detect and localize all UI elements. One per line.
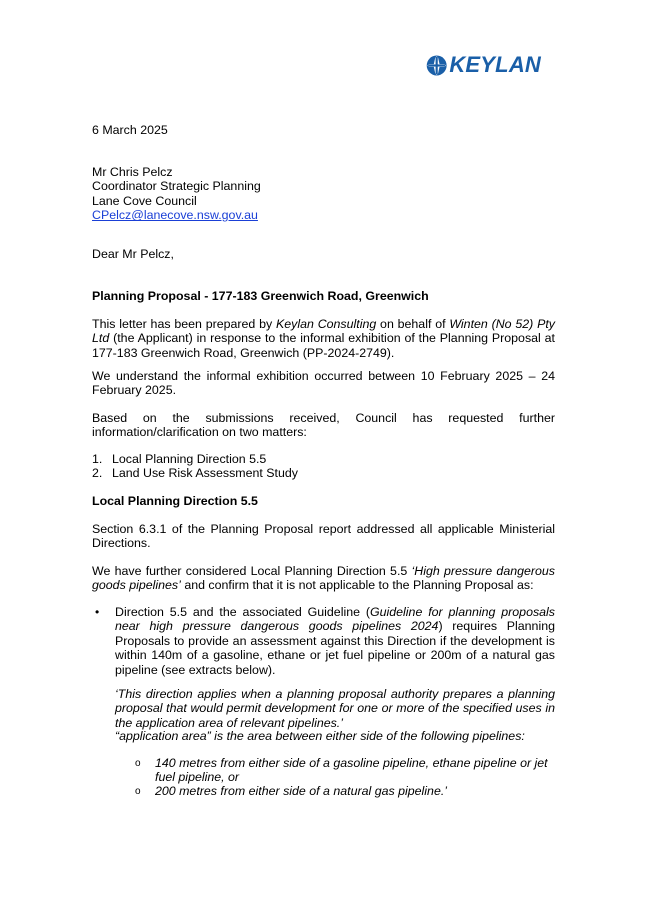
paragraph-exhibition: We understand the informal exhibition occurred between 10 February 2025 – 24 February 2025. [92, 369, 555, 398]
section-heading-direction: Local Planning Direction 5.5 [92, 494, 258, 508]
quote-application-area: “application area” is the area between either side of the following pipelines: [115, 729, 525, 743]
sub-bullet-marker: o [135, 758, 141, 769]
bullet-marker: • [95, 605, 100, 619]
quote-direction: ‘This direction applies when a planning proposal authority prepares a planning proposal that would permit development for one or more of the specified uses in the application area of relevant pipelines.’ [115, 687, 555, 730]
recipient-org: Lane Cove Council [92, 193, 197, 208]
sub-bullet-marker: o [135, 786, 141, 797]
bullet-direction: Direction 5.5 and the associated Guideline (Guideline for planning proposals near high pressure dangerous goods pipelines 2024) requires Planning Proposals to provide an assessment against this Direction if the development is within 140m of a gasoline, ethane or jet fuel pipeline or 200m of a natural gas pipeline (see extracts below). [115, 605, 555, 677]
sub-item-natural-gas: 200 metres from either side of a natural gas pipeline.’ [155, 784, 448, 798]
recipient-email-link[interactable]: CPelcz@lanecove.nsw.gov.au [92, 208, 258, 223]
recipient-role: Coordinator Strategic Planning [92, 179, 261, 194]
list-item-2: Land Use Risk Assessment Study [112, 466, 298, 480]
paragraph-submissions: Based on the submissions received, Council has requested further information/clarification on two matters: [92, 411, 555, 440]
paragraph-considered: We have further considered Local Planning Direction 5.5 ‘High pressure dangerous goods pipelines’ and confirm that it is not applicable to the Planning Proposal as: [92, 564, 555, 593]
recipient-name: Mr Chris Pelcz [92, 165, 173, 179]
recipient-address [92, 165, 555, 223]
list-number-1: 1. [92, 452, 103, 466]
list-number-2: 2. [92, 466, 103, 480]
paragraph-intro: This letter has been prepared by Keylan Consulting on behalf of Winten (No 52) Pty Ltd (the Applicant) in response to the informal exhibition of the Planning Proposal at 177-183 Greenwich Road, Greenwich (PP-2024-2749). [92, 317, 555, 360]
letter-date: 6 March 2025 [92, 123, 168, 137]
list-item-1: Local Planning Direction 5.5 [112, 452, 267, 466]
salutation: Dear Mr Pelcz, [92, 247, 174, 261]
subject-heading: Planning Proposal - 177-183 Greenwich Road, Greenwich [92, 289, 429, 303]
keylan-logo [426, 50, 541, 80]
keylan-logo-icon [426, 52, 447, 79]
logo-wordmark: KEYLAN [449, 52, 541, 77]
sub-item-gasoline: 140 metres from either side of a gasoline pipeline, ethane pipeline or jet fuel pipeline, or [155, 756, 548, 785]
paragraph-section: Section 6.3.1 of the Planning Proposal report addressed all applicable Ministerial Directions. [92, 522, 555, 551]
